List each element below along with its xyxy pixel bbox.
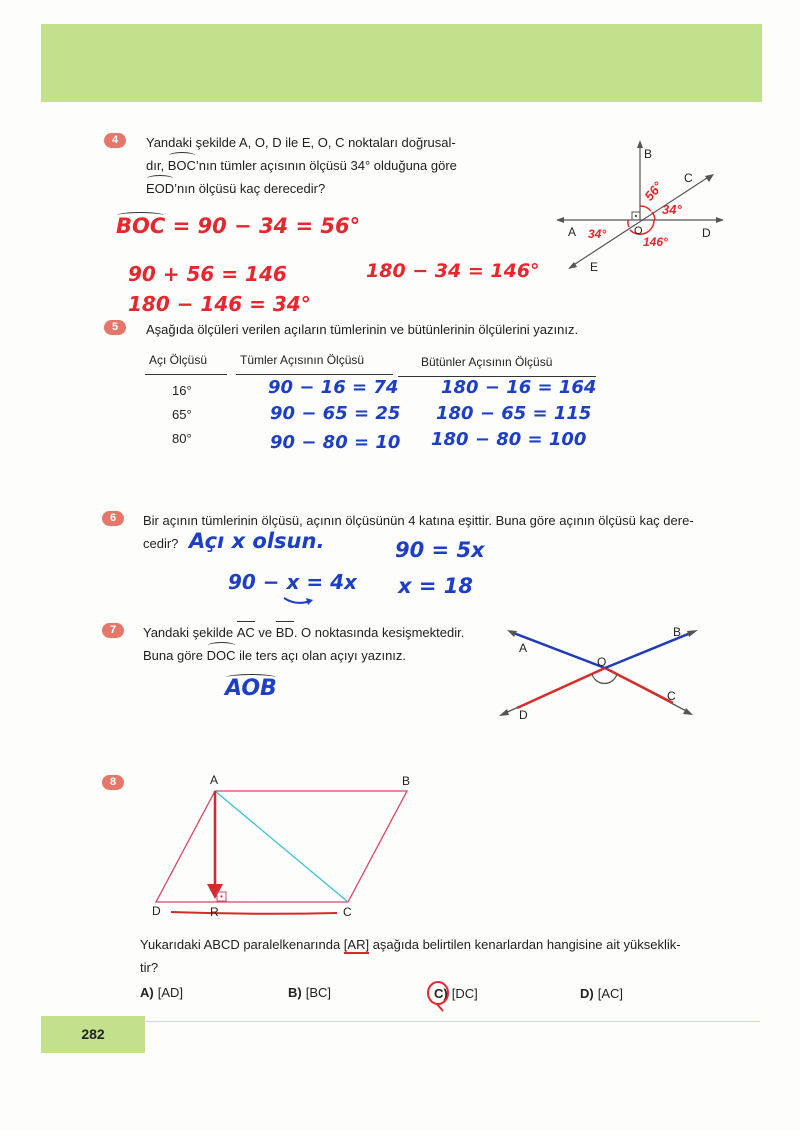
- label-b: B: [673, 625, 682, 639]
- angle-doc: DOC: [207, 644, 236, 667]
- arrow-b: [637, 140, 643, 148]
- question-5-badge: 5: [104, 320, 126, 335]
- q7-figure: [495, 620, 710, 725]
- question-6-badge: 6: [102, 511, 124, 526]
- table-supp-1: 180 − 16 = 164: [441, 377, 597, 398]
- table-header-comp: Tümler Açısının Ölçüsü: [240, 353, 365, 367]
- q4-hand-line-2: 90 + 56 = 146: [128, 262, 287, 286]
- q8-line-2: tir?: [140, 960, 159, 975]
- question-8-text: [140, 933, 740, 979]
- choice-b[interactable]: B) [BC]: [288, 985, 332, 1000]
- arrow-b: [687, 630, 698, 637]
- label-d: D: [152, 904, 161, 918]
- q4-hand-line-4: 180 − 146 = 34°: [128, 292, 311, 316]
- q4-line-2: dır, BOC’nın tümler açısının ölçüsü 34° olduğuna göre: [146, 154, 506, 177]
- arc-56: [640, 206, 651, 211]
- table-comp-2: 90 − 65 = 25: [270, 403, 401, 424]
- question-4-text: [146, 131, 506, 200]
- label-e: E: [590, 260, 599, 274]
- arrow-c: [683, 708, 693, 715]
- table-rule-1: [145, 374, 227, 375]
- q6-hand-3: 90 = 5x: [395, 538, 485, 562]
- table-rule-2: [236, 374, 393, 375]
- segment-bd: BD: [276, 621, 294, 644]
- angle-boc: BOC: [168, 154, 196, 177]
- arrow-a: [556, 217, 564, 223]
- table-supp-3: 180 − 80 = 100: [431, 429, 587, 450]
- arrow-d: [499, 709, 509, 716]
- segment-oc-red: [605, 668, 673, 703]
- label-c: C: [667, 689, 676, 703]
- mark-56: 56°: [641, 178, 666, 204]
- choice-c-circle-mark: [425, 980, 453, 1014]
- q6-hand-arrow: [282, 596, 316, 608]
- q7-hand-answer: AOB: [225, 676, 277, 701]
- segment-ar: [AR]: [343, 937, 370, 952]
- segment-ac: AC: [237, 621, 255, 644]
- mark-146: 146°: [643, 235, 668, 249]
- q7-line-1: Yandaki şekilde AC ve BD. O noktasında kesişmektedir.: [143, 621, 503, 644]
- label-o: O: [597, 655, 607, 669]
- q4-line-3: EOD’nın ölçüsü kaç derecedir?: [146, 177, 506, 200]
- line-ec: [572, 176, 710, 266]
- arc-34l: [628, 220, 629, 227]
- q4-hand-line-1: BOC = 90 − 34 = 56°: [116, 214, 361, 238]
- label-d: D: [702, 226, 711, 240]
- table-header-supp: Bütünler Açısının Ölçüsü: [421, 355, 553, 369]
- label-c: C: [684, 171, 693, 185]
- table-comp-3: 90 − 80 = 10: [270, 432, 401, 453]
- underline-dc: [171, 912, 337, 914]
- table-supp-2: 180 − 65 = 115: [436, 403, 592, 424]
- question-7-text: [143, 621, 503, 667]
- table-comp-1: 90 − 16 = 74: [268, 377, 399, 398]
- question-5-text: Aşağıda ölçüleri verilen açıların tümlerinin ve bütünlerinin ölçülerini yazınız.: [146, 322, 579, 337]
- mark-34-right: 34°: [662, 202, 682, 217]
- table-angle-1: 16°: [172, 383, 192, 398]
- label-b: B: [402, 774, 411, 788]
- q7-line-2: Buna göre DOC ile ters açı olan açıyı yazınız.: [143, 644, 503, 667]
- q4-figure: [550, 136, 730, 276]
- q4-line-1: Yandaki şekilde A, O, D ile E, O, C noktaları doğrusal-: [146, 135, 456, 150]
- arrow-d: [716, 217, 724, 223]
- arc-34r: [652, 212, 655, 220]
- segment-od-red: [517, 668, 605, 708]
- question-8-badge: 8: [102, 775, 124, 790]
- label-d: D: [519, 708, 528, 722]
- arc-doc: [592, 674, 617, 683]
- diagonal-ac: [215, 791, 348, 902]
- label-b: B: [644, 147, 653, 161]
- label-h: R: [210, 905, 219, 919]
- arrow-c: [705, 174, 714, 182]
- q6-hand-2: 90 − x = 4x: [228, 570, 357, 594]
- label-a: A: [519, 641, 528, 655]
- angle-eod: EOD: [146, 177, 174, 200]
- arrow-a: [507, 630, 517, 637]
- q6-hand-1: Açı x olsun.: [189, 529, 325, 553]
- question-7-badge: 7: [102, 623, 124, 638]
- page-number: 282: [81, 1026, 105, 1042]
- label-c: C: [343, 905, 352, 919]
- q6-line-1: Bir açının tümlerinin ölçüsü, açının ölçüsünün 4 katına eşittir. Buna göre açının ölçüsü kaç dere-: [143, 513, 694, 528]
- table-header-angle: Açı Ölçüsü: [149, 353, 208, 367]
- footer-line: [145, 1021, 760, 1022]
- choice-a[interactable]: A) [AD]: [140, 985, 184, 1000]
- q6-hand-4: x = 18: [398, 574, 473, 598]
- label-o: O: [634, 225, 643, 237]
- q6-line-2: cedir?: [143, 536, 179, 551]
- label-a: A: [568, 225, 577, 239]
- q4-hand-line-3: 180 − 34 = 146°: [366, 260, 540, 282]
- label-a: A: [210, 773, 219, 787]
- table-angle-2: 65°: [172, 407, 192, 422]
- choice-d[interactable]: D) [AC]: [580, 986, 624, 1001]
- table-angle-3: 80°: [172, 431, 192, 446]
- choice-c[interactable]: C) [DC]: [434, 986, 478, 1001]
- mark-34-left: 34°: [588, 227, 607, 241]
- question-4-badge: 4: [104, 133, 126, 148]
- header-banner: [41, 24, 762, 102]
- q8-line-1: Yukarıdaki ABCD paralelkenarında [AR] aşağıda belirtilen kenarlardan hangisine ait yükseklik-: [140, 937, 681, 952]
- q8-parallelogram: [145, 768, 435, 928]
